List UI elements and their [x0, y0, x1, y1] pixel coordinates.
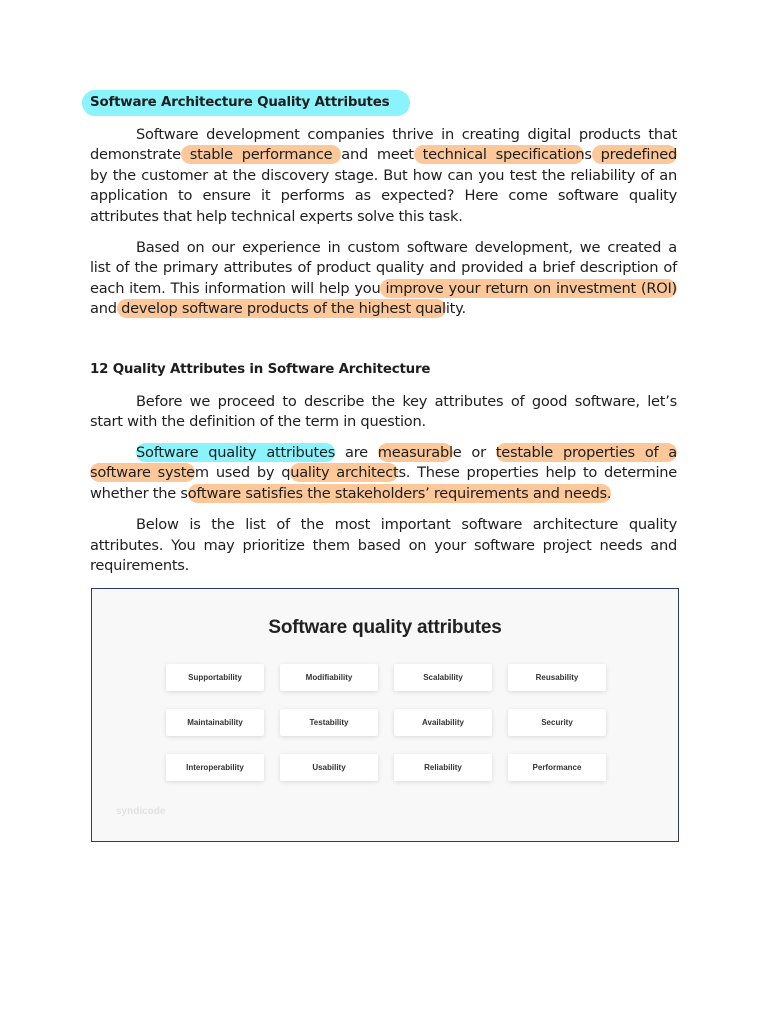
paragraph-4-line-1	[136, 442, 677, 463]
highlight-predefined: predefined	[591, 146, 677, 163]
highlight-testable-properties: testable properties of a	[495, 444, 677, 461]
text-span: ity.	[445, 300, 466, 317]
text-span: e or	[452, 444, 496, 461]
paragraph-2-line-2: list of the primary attributes of product quality and provided a brief description of	[90, 259, 677, 276]
attribute-card: Supportability	[166, 664, 264, 691]
attribute-card: Reusability	[508, 664, 606, 691]
paragraph-1-line-2	[90, 144, 677, 165]
paragraph-5-line-1: Below is the list of the most important software architecture quality	[136, 516, 677, 533]
text-span: each item. This information will help you	[90, 280, 381, 297]
highlight-stable-performance: stable performance	[180, 146, 342, 163]
attribute-card: Modifiability	[280, 664, 378, 691]
paragraph-2-line-1: Based on our experience in custom software development, we created a	[136, 239, 677, 256]
text-span: and	[90, 300, 117, 317]
text-span: m used by q	[194, 464, 291, 481]
paragraph-2-line-4	[90, 298, 677, 319]
text-span: whether the s	[90, 485, 188, 502]
highlight-measurable: measurabl	[377, 444, 453, 461]
highlight-stakeholder-requirements: oftware satisfies the stakeholders’ requirements and needs.	[187, 485, 612, 502]
paragraph-2-line-3	[90, 278, 677, 299]
highlight-quality-architects: uality architect	[290, 464, 399, 481]
attribute-card: Performance	[508, 754, 606, 781]
subheading: 12 Quality Attributes in Software Architecture	[90, 362, 431, 377]
paragraph-5-line-2: attributes. You may prioritize them based on your software project needs and	[90, 537, 677, 554]
attribute-card: Usability	[280, 754, 378, 781]
text-span: s	[584, 146, 592, 163]
highlight-software-quality-attributes: Software quality attributes	[136, 444, 336, 461]
text-span: s. These properties help to determine	[398, 464, 677, 481]
paragraph-5-line-3: requirements.	[90, 557, 190, 574]
text-span: demonstrate	[90, 146, 181, 163]
paragraph-1-line-4: application to ensure it performs as expected? Here come software quality	[90, 187, 677, 204]
highlight-improve-roi: improve your return on investment (ROI)	[380, 280, 677, 297]
quality-attributes-figure	[91, 588, 679, 842]
paragraph-3-line-2: start with the definition of the term in question.	[90, 413, 426, 430]
attribute-card: Scalability	[394, 664, 492, 691]
syndicode-watermark: syndicode	[116, 806, 166, 817]
figure-title: Software quality attributes	[268, 617, 502, 638]
paragraph-4-line-3	[90, 483, 677, 504]
paragraph-4-line-2	[90, 462, 677, 483]
attribute-card: Testability	[280, 709, 378, 736]
highlight-software-system: software syste	[90, 464, 195, 481]
text-span: and meet	[341, 146, 414, 163]
highlight-develop-products: develop software products of the highest qual	[116, 300, 446, 317]
text-span: are	[335, 444, 378, 461]
section-heading: Software Architecture Quality Attributes	[82, 90, 410, 116]
paragraph-3-line-1: Before we proceed to describe the key attributes of good software, let’s	[136, 393, 677, 410]
paragraph-1-line-1: Software development companies thrive in creating digital products that	[136, 126, 677, 143]
paragraph-1-line-3: by the customer at the discovery stage. But how can you test the reliability of an	[90, 167, 677, 184]
attribute-card: Reliability	[394, 754, 492, 781]
attribute-card: Maintainability	[166, 709, 264, 736]
highlight-technical-specification: technical specification	[413, 146, 585, 163]
attribute-card: Interoperability	[166, 754, 264, 781]
attribute-card: Security	[508, 709, 606, 736]
attribute-card: Availability	[394, 709, 492, 736]
paragraph-1-line-5: attributes that help technical experts solve this task.	[90, 208, 463, 225]
